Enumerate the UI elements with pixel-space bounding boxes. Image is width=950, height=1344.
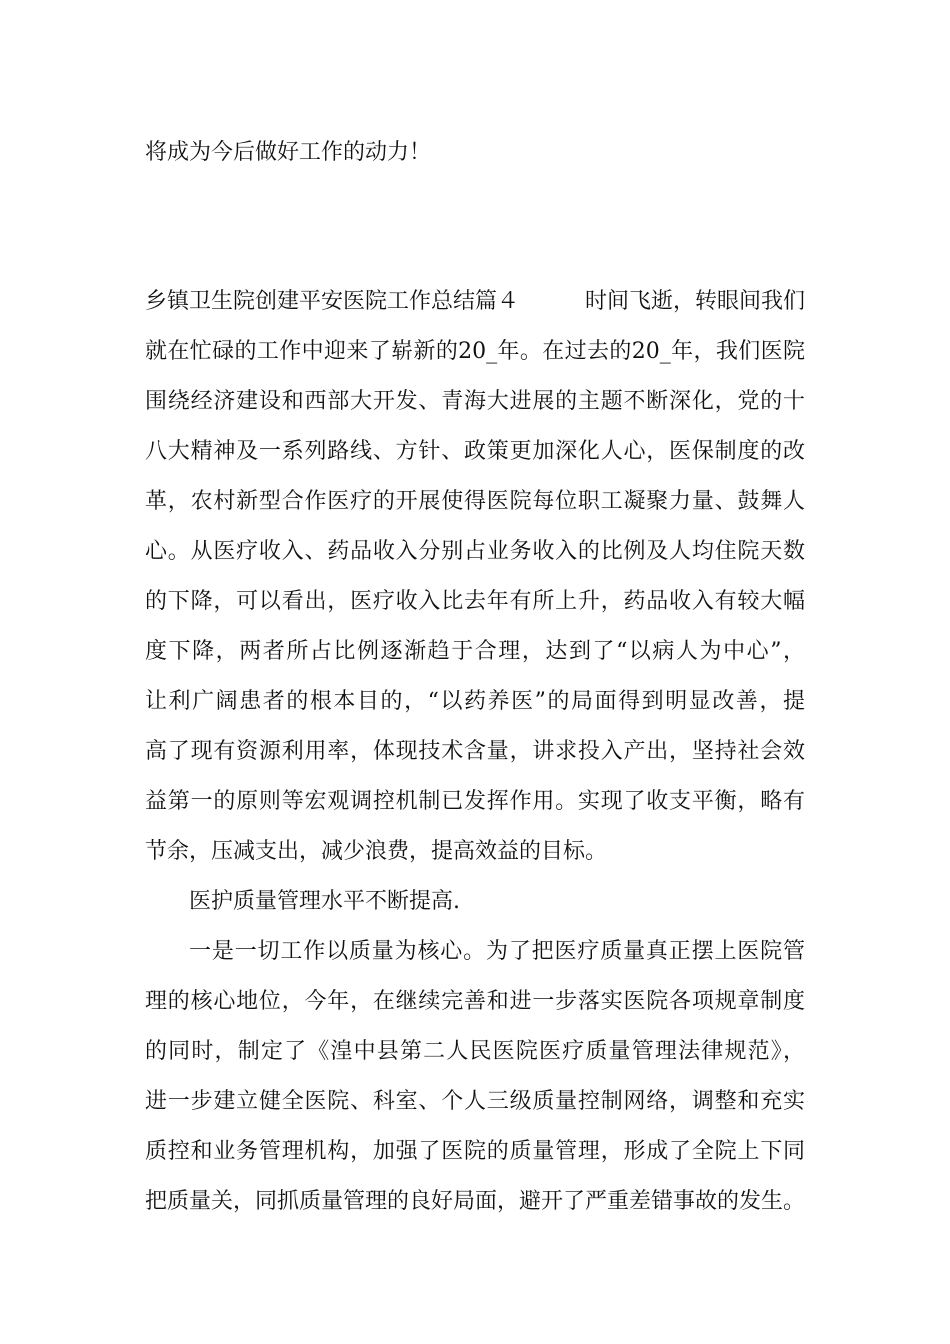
text-line: 质控和业务管理机构，加强了医院的质量管理，形成了全院上下同: [145, 1139, 805, 1164]
text-line: 让利广阔患者的根本目的，“以药养医”的局面得到明显改善，提: [145, 689, 805, 714]
text-line: 节余，压减支出，减少浪费，提高效益的目标。: [145, 839, 608, 864]
text-line: 一是一切工作以质量为核心。为了把医疗质量真正摆上医院管: [189, 939, 805, 964]
text-line: 的下降，可以看出，医疗收入比去年有所上升，药品收入有较大幅: [145, 589, 805, 614]
text-line: 将成为今后做好工作的动力！: [145, 140, 432, 165]
text-line: 就在忙碌的工作中迎来了崭新的20_年。在过去的20_年，我们医院: [145, 339, 805, 364]
text-line: 理的核心地位，今年，在继续完善和进一步落实医院各项规章制度: [145, 989, 805, 1014]
text-line: 高了现有资源利用率，体现技术含量，讲求投入产出，坚持社会效: [145, 739, 805, 764]
text-line: 益第一的原则等宏观调控机制已发挥作用。实现了收支平衡，略有: [145, 789, 805, 814]
text-line: 把质量关，同抓质量管理的良好局面，避开了严重差错事故的发生。: [145, 1189, 805, 1214]
text-line: 八大精神及一系列路线、方针、政策更加深化人心，医保制度的改: [145, 439, 805, 464]
text-line: 心。从医疗收入、药品收入分别占业务收入的比例及人均住院天数: [145, 539, 805, 564]
text-line: 度下降，两者所占比例逐渐趋于合理，达到了“以病人为中心”，: [145, 639, 805, 664]
text-line: 进一步建立健全医院、科室、个人三级质量控制网络，调整和充实: [145, 1089, 805, 1114]
paragraph-heading-line: 医护质量管理水平不断提高.: [189, 889, 460, 914]
section-heading-line: 乡镇卫生院创建平安医院工作总结篇４ 时间飞逝，转眼间我们: [145, 289, 805, 314]
text-line: 围绕经济建设和西部大开发、青海大进展的主题不断深化，党的十: [145, 389, 805, 414]
text-line: 革，农村新型合作医疗的开展使得医院每位职工凝聚力量、鼓舞人: [145, 489, 805, 514]
text-line: 的同时，制定了《湟中县第二人民医院医疗质量管理法律规范》，: [145, 1039, 805, 1064]
